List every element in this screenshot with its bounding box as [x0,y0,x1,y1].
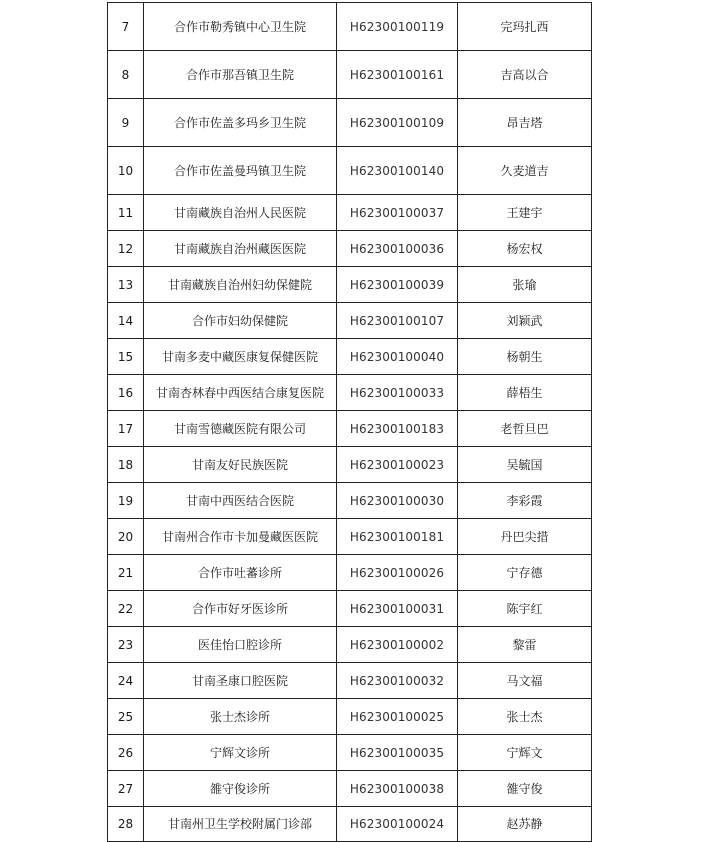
table-row [108,99,592,147]
row-number: 10 [108,147,144,195]
institution-name: 宁辉文诊所 [144,735,337,771]
table-row [108,267,592,303]
row-number: 22 [108,591,144,627]
contact-person: 张瑜 [458,267,592,303]
row-number: 14 [108,303,144,339]
institution-code: H62300100025 [337,699,458,735]
institution-name: 甘南州卫生学校附属门诊部 [144,807,337,842]
institution-name: 甘南藏族自治州藏医医院 [144,231,337,267]
table-row [108,483,592,519]
institution-name: 合作市佐盖曼玛镇卫生院 [144,147,337,195]
institution-code: H62300100002 [337,627,458,663]
row-number: 13 [108,267,144,303]
row-number: 16 [108,375,144,411]
institution-code: H62300100109 [337,99,458,147]
row-number: 11 [108,195,144,231]
institution-name: 医佳怡口腔诊所 [144,627,337,663]
institution-name: 合作市妇幼保健院 [144,303,337,339]
institution-name: 雒守俊诊所 [144,771,337,807]
contact-person: 杨宏权 [458,231,592,267]
table-row [108,627,592,663]
row-number: 27 [108,771,144,807]
contact-person: 赵苏静 [458,807,592,842]
table-row [108,147,592,195]
table-row [108,771,592,807]
institution-code: H62300100033 [337,375,458,411]
contact-person: 雒守俊 [458,771,592,807]
institution-name: 甘南杏林春中西医结合康复医院 [144,375,337,411]
table-row [108,447,592,483]
institution-table [107,2,592,842]
row-number: 19 [108,483,144,519]
row-number: 20 [108,519,144,555]
institution-name: 合作市吐蕃诊所 [144,555,337,591]
institution-code: H62300100040 [337,339,458,375]
contact-person: 宁辉文 [458,735,592,771]
institution-code: H62300100032 [337,663,458,699]
contact-person: 昂吉塔 [458,99,592,147]
institution-code: H62300100030 [337,483,458,519]
row-number: 17 [108,411,144,447]
institution-name: 合作市佐盖多玛乡卫生院 [144,99,337,147]
contact-person: 李彩霞 [458,483,592,519]
row-number: 15 [108,339,144,375]
table-row [108,735,592,771]
table-row [108,591,592,627]
contact-person: 王建宇 [458,195,592,231]
contact-person: 陈宇红 [458,591,592,627]
row-number: 25 [108,699,144,735]
row-number: 12 [108,231,144,267]
row-number: 23 [108,627,144,663]
row-number: 9 [108,99,144,147]
institution-code: H62300100039 [337,267,458,303]
table-row [108,339,592,375]
institution-name: 合作市勒秀镇中心卫生院 [144,3,337,51]
institution-name: 甘南藏族自治州人民医院 [144,195,337,231]
contact-person: 刘颖武 [458,303,592,339]
contact-person: 完玛扎西 [458,3,592,51]
row-number: 7 [108,3,144,51]
institution-code: H62300100035 [337,735,458,771]
row-number: 18 [108,447,144,483]
contact-person: 薛梧生 [458,375,592,411]
institution-name: 甘南中西医结合医院 [144,483,337,519]
contact-person: 丹巴尖措 [458,519,592,555]
row-number: 8 [108,51,144,99]
institution-code: H62300100181 [337,519,458,555]
row-number: 26 [108,735,144,771]
contact-person: 吴毓国 [458,447,592,483]
table-row [108,663,592,699]
table-row [108,375,592,411]
row-number: 28 [108,807,144,842]
institution-name: 甘南多麦中藏医康复保健医院 [144,339,337,375]
institution-code: H62300100024 [337,807,458,842]
institution-name: 张士杰诊所 [144,699,337,735]
institution-name: 合作市那吾镇卫生院 [144,51,337,99]
contact-person: 吉高以合 [458,51,592,99]
institution-code: H62300100183 [337,411,458,447]
institution-code: H62300100161 [337,51,458,99]
table-row [108,3,592,51]
table-row [108,51,592,99]
institution-name: 甘南圣康口腔医院 [144,663,337,699]
contact-person: 黎雷 [458,627,592,663]
institution-code: H62300100023 [337,447,458,483]
table-row [108,411,592,447]
row-number: 24 [108,663,144,699]
institution-code: H62300100119 [337,3,458,51]
institution-code: H62300100140 [337,147,458,195]
table-row [108,699,592,735]
institution-code: H62300100037 [337,195,458,231]
table-row [108,807,592,842]
institution-name: 合作市好牙医诊所 [144,591,337,627]
contact-person: 马文福 [458,663,592,699]
contact-person: 久麦道吉 [458,147,592,195]
institution-code: H62300100038 [337,771,458,807]
institution-name: 甘南友好民族医院 [144,447,337,483]
contact-person: 老哲旦巴 [458,411,592,447]
table-row [108,555,592,591]
institution-code: H62300100107 [337,303,458,339]
institution-code: H62300100031 [337,591,458,627]
contact-person: 宁存德 [458,555,592,591]
row-number: 21 [108,555,144,591]
institution-name: 甘南州合作市卡加曼藏医医院 [144,519,337,555]
institution-name: 甘南雪德藏医院有限公司 [144,411,337,447]
institution-name: 甘南藏族自治州妇幼保健院 [144,267,337,303]
contact-person: 杨朝生 [458,339,592,375]
table-row [108,195,592,231]
institution-code: H62300100026 [337,555,458,591]
contact-person: 张士杰 [458,699,592,735]
table-row [108,231,592,267]
institution-code: H62300100036 [337,231,458,267]
table-row [108,519,592,555]
table-row [108,303,592,339]
